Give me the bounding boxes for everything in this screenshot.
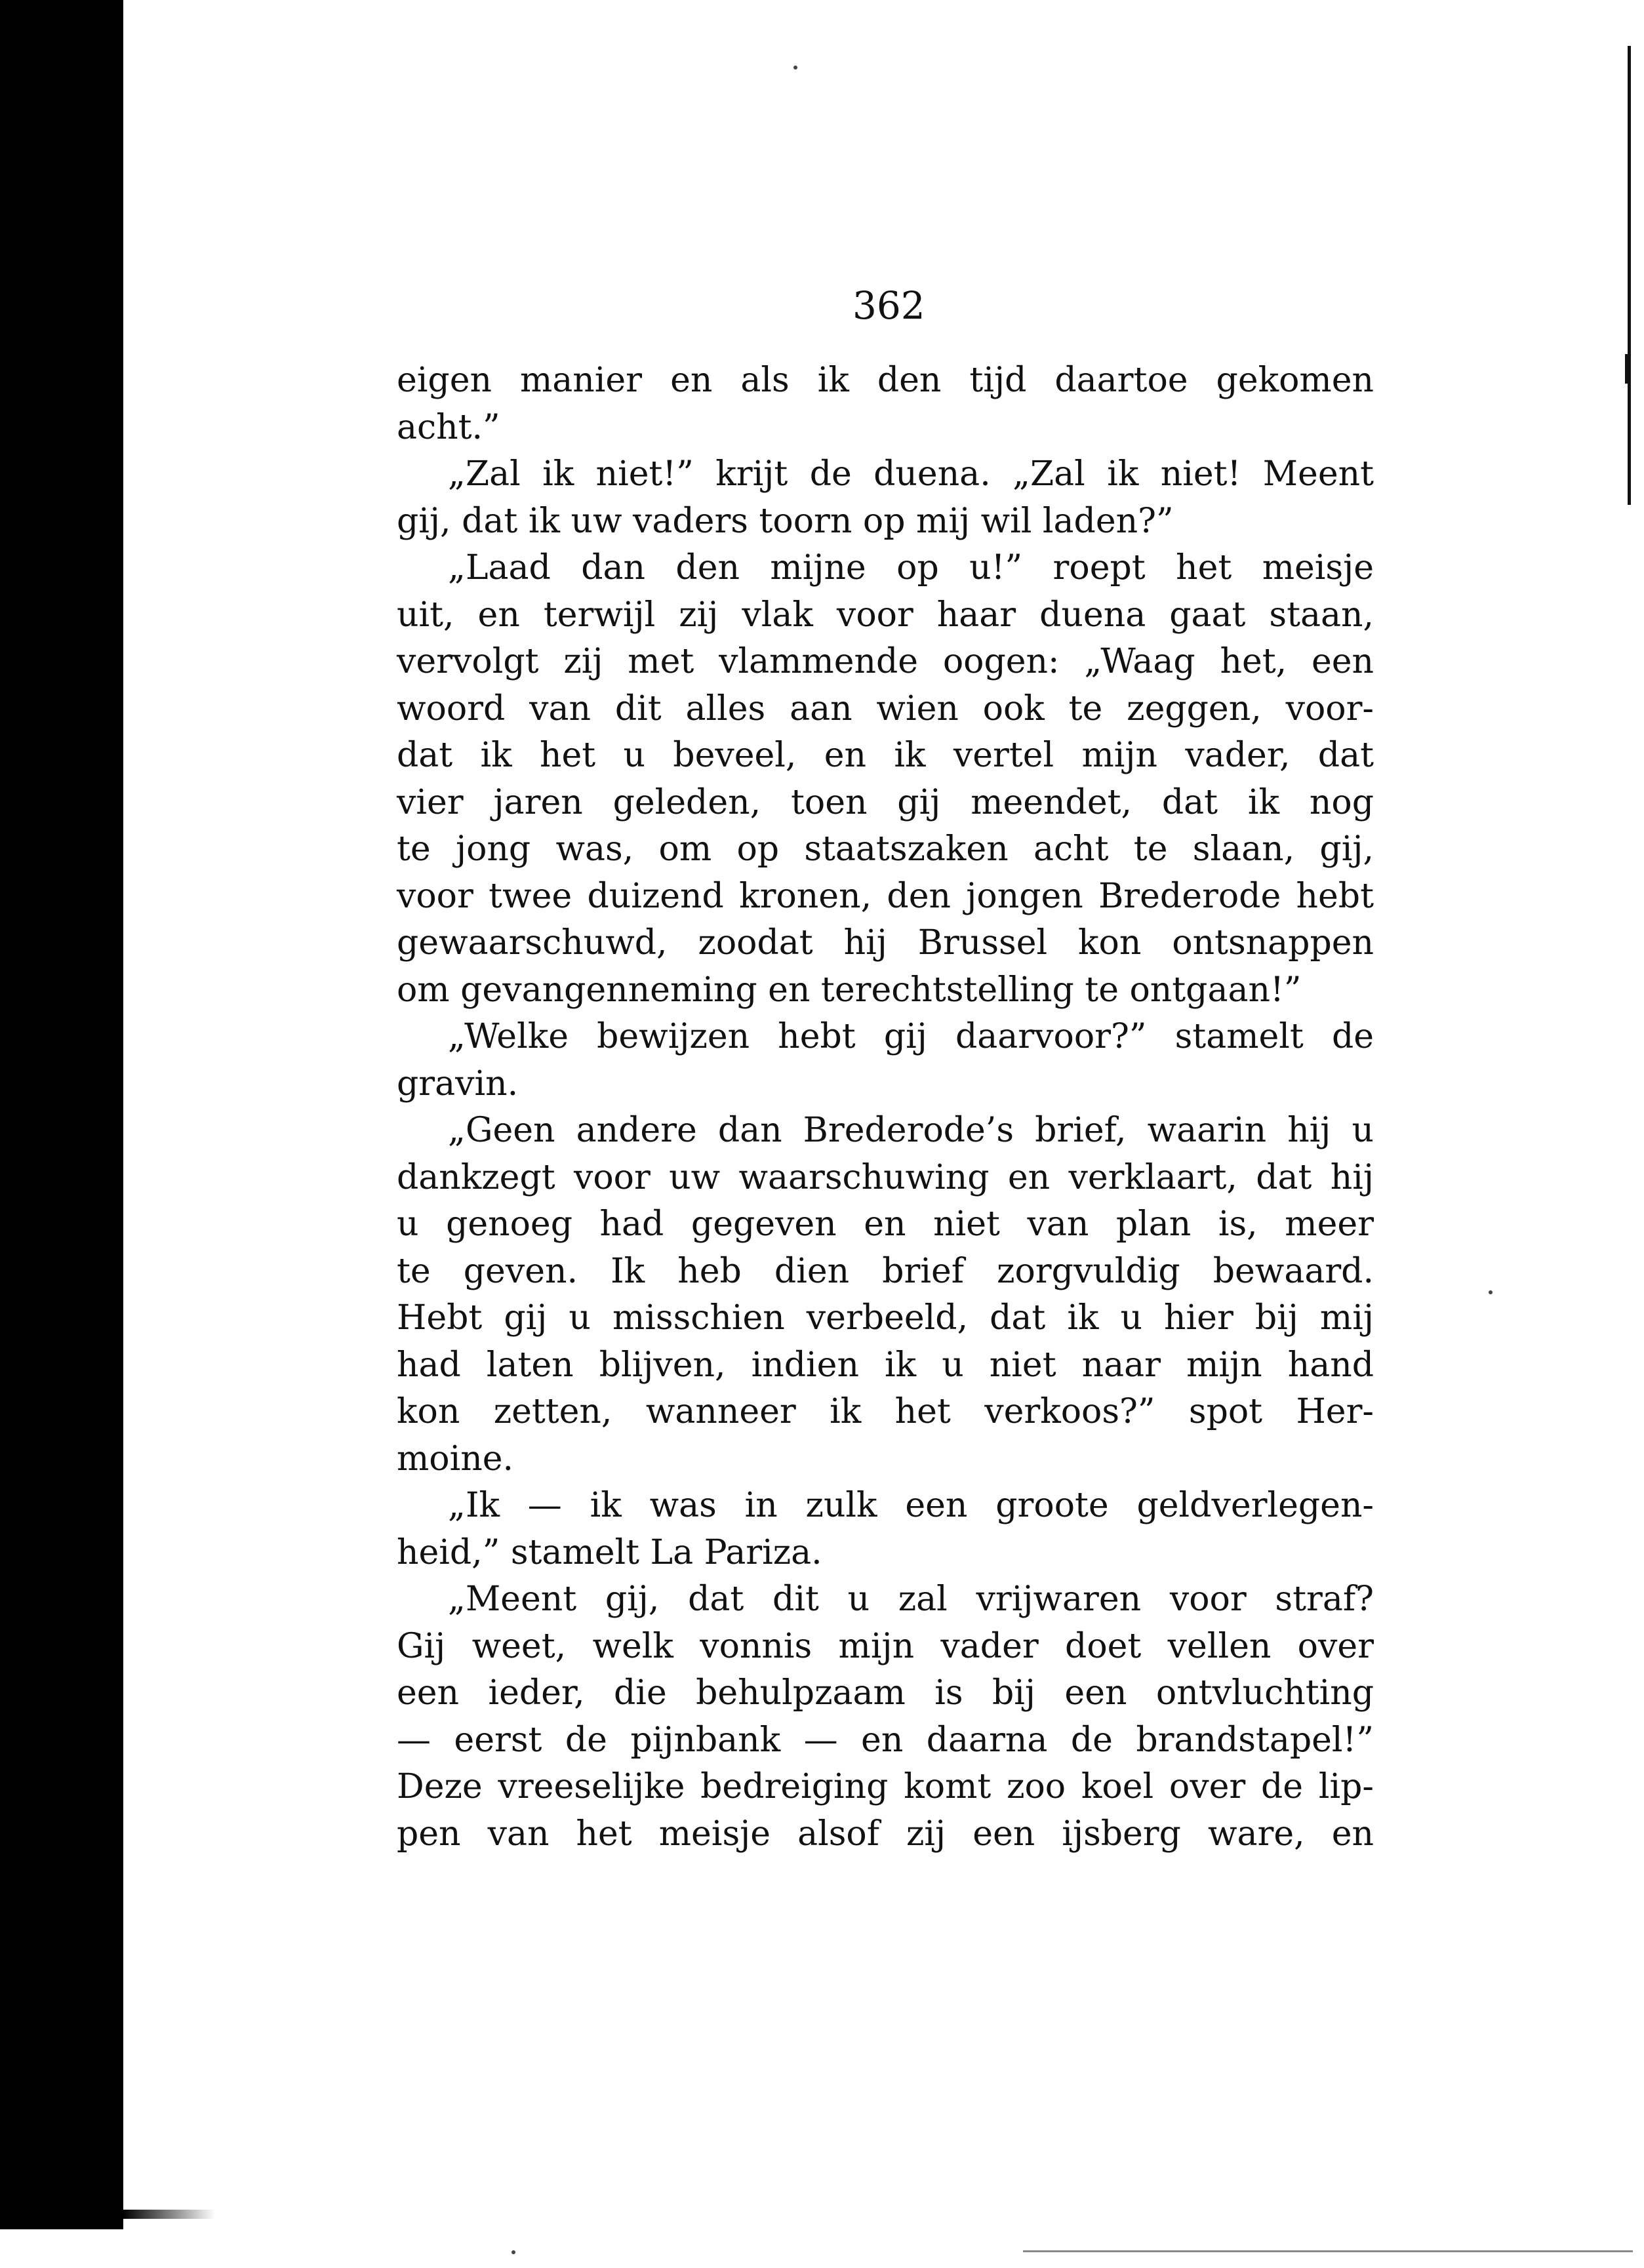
text-line: uit, en terwijl zij vlak voor haar duena gaat staan,	[397, 595, 1374, 635]
text-line: dankzegt voor uw waarschuwing en verklaart, dat hij	[397, 1157, 1374, 1197]
body-text	[397, 357, 1374, 1858]
text-line: had laten blijven, indien ik u niet naar mijn hand	[397, 1345, 1374, 1385]
scan-speck	[1489, 1290, 1493, 1294]
page-number: 362	[852, 283, 925, 328]
text-line: om gevangenneming en terechtstelling te ontgaan!”	[397, 970, 1302, 1010]
text-line: moine.	[397, 1439, 514, 1479]
text-line: een ieder, die behulpzaam is bij een ontvluchting	[397, 1673, 1374, 1713]
text-line: vervolgt zij met vlammende oogen: „Waag het, een	[397, 642, 1374, 681]
binding-edge-tail	[123, 2210, 215, 2219]
bottom-edge-line	[1023, 2250, 1633, 2252]
text-line: „Welke bewijzen hebt gij daarvoor?” stamelt de	[448, 1017, 1374, 1056]
text-line: „Laad dan den mijne op u!” roept het meisje	[448, 548, 1374, 587]
text-line: pen van het meisje alsof zij een ijsberg ware, en	[397, 1814, 1374, 1854]
text-line: gij, dat ik uw vaders toorn op mij wil laden?”	[397, 501, 1174, 541]
text-line: Gij weet, welk vonnis mijn vader doet vellen over	[397, 1626, 1374, 1666]
text-line: „Zal ik niet!” krijt de duena. „Zal ik niet! Meent	[448, 454, 1374, 494]
text-line: te geven. Ik heb dien brief zorgvuldig bewaard.	[397, 1251, 1374, 1291]
scan-speck	[511, 2250, 515, 2254]
text-line: gewaarschuwd, zoodat hij Brussel kon ontsnappen	[397, 923, 1374, 963]
right-edge-mark	[1625, 354, 1631, 384]
text-line: — eerst de pijnbank — en daarna de brandstapel!”	[397, 1720, 1374, 1760]
text-line: gravin.	[397, 1064, 519, 1104]
text-line: u genoeg had gegeven en niet van plan is, meer	[397, 1204, 1374, 1244]
text-line: heid,” stamelt La Pariza.	[397, 1532, 822, 1572]
text-line: „Ik — ik was in zulk een groote geldverlegen-	[448, 1486, 1374, 1525]
text-line: eigen manier en als ik den tijd daartoe gekomen	[397, 361, 1374, 400]
text-line: woord van dit alles aan wien ook te zeggen, voor-	[397, 688, 1374, 728]
text-line: acht.”	[397, 407, 500, 447]
text-line: „Meent gij, dat dit u zal vrijwaren voor straf?	[448, 1580, 1374, 1619]
text-line: „Geen andere dan Brederode’s brief, waarin hij u	[448, 1111, 1374, 1150]
text-line: Hebt gij u misschien verbeeld, dat ik u hier bij mij	[397, 1298, 1374, 1338]
text-line: Deze vreeselijke bedreiging komt zoo koel over de lip-	[397, 1767, 1374, 1806]
text-line: dat ik het u beveel, en ik vertel mijn vader, dat	[397, 736, 1374, 775]
text-line: voor twee duizend kronen, den jongen Brederode hebt	[397, 876, 1374, 916]
text-line: kon zetten, wanneer ik het verkoos?” spot Her-	[397, 1392, 1374, 1431]
text-line: te jong was, om op staatszaken acht te slaan, gij,	[397, 829, 1374, 869]
text-line: vier jaren geleden, toen gij meendet, dat ik nog	[397, 782, 1374, 822]
binding-edge-shadow	[0, 0, 123, 2229]
right-edge-line	[1628, 46, 1631, 505]
scan-speck	[793, 66, 797, 70]
